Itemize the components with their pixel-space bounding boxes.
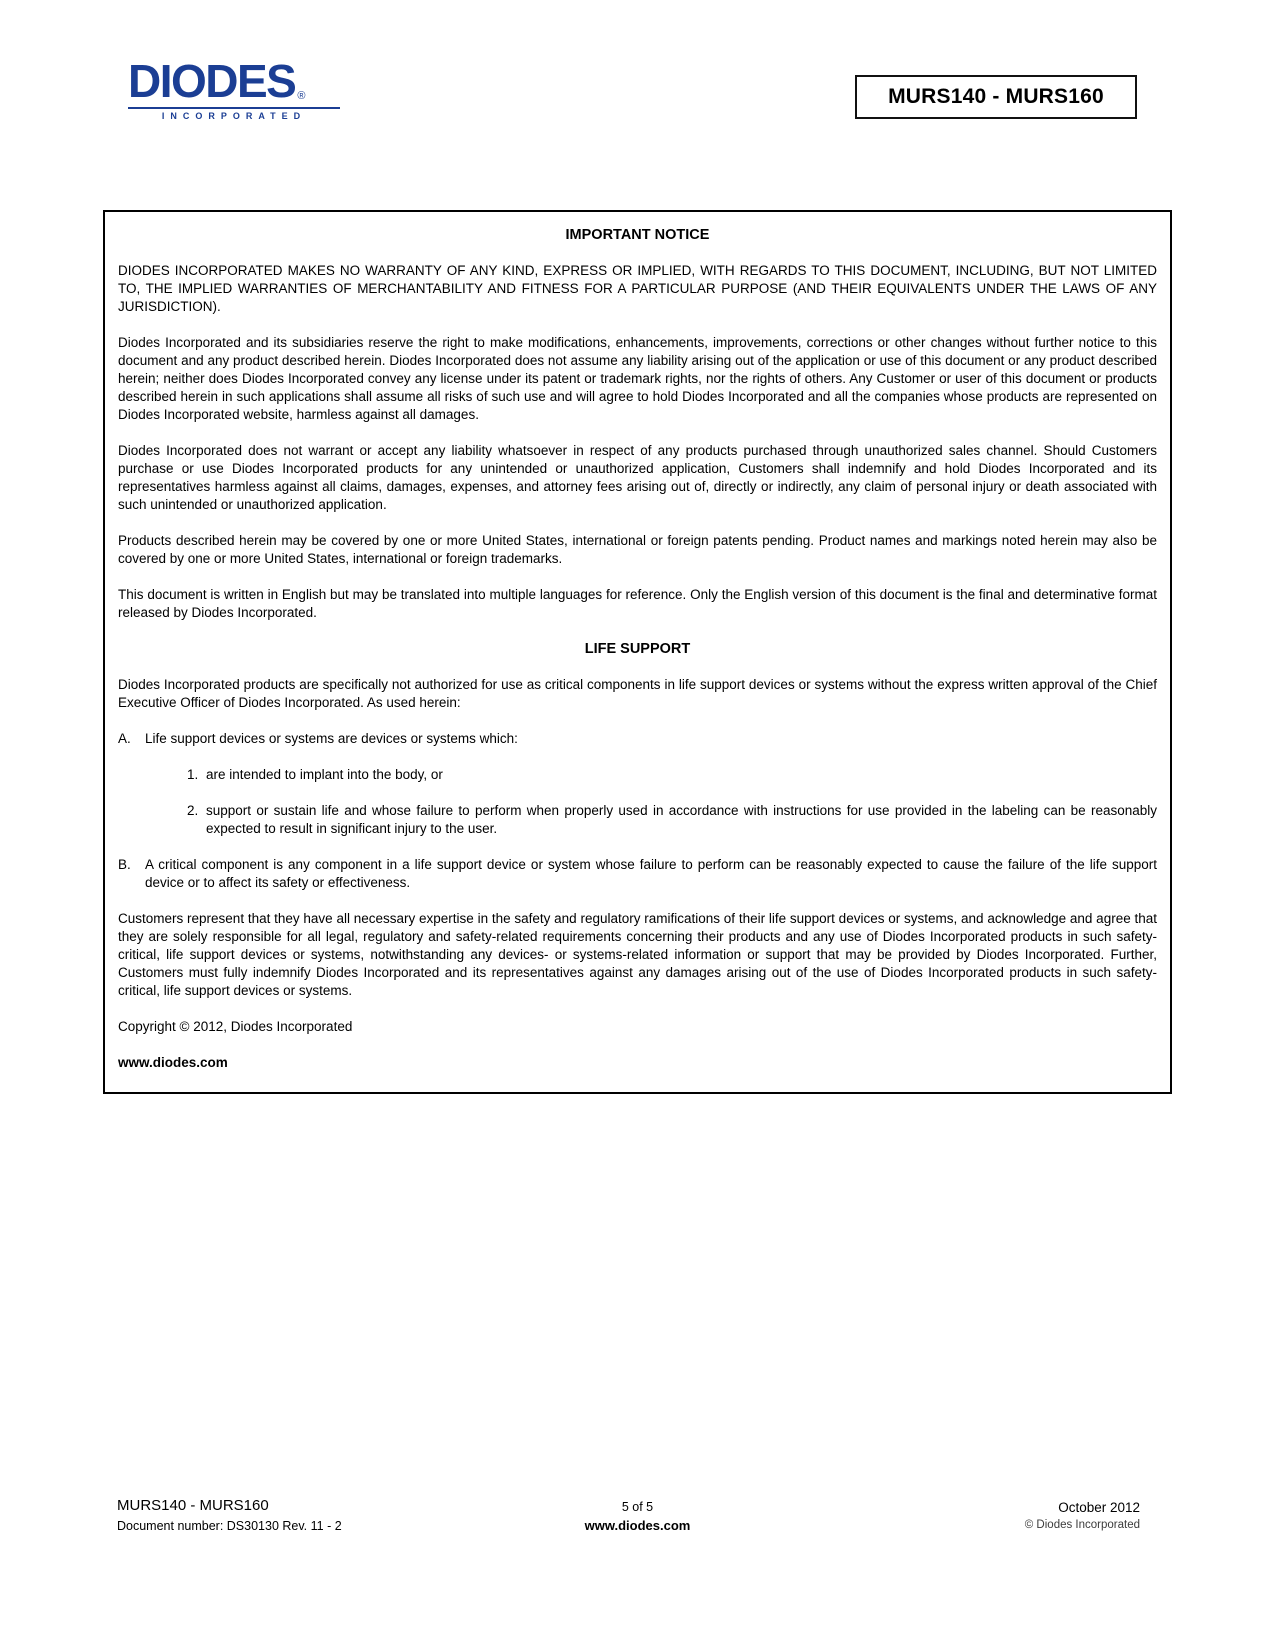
life-support-intro: Diodes Incorporated products are specifically not authorized for use as critical components in life support devices or systems without the express written approval of the Chief Executive Officer of Diodes Incorporated. As used herein: [118,677,1157,710]
item-a-marker: A. [118,731,131,746]
copyright-line: Copyright © 2012, Diodes Incorporated [118,1019,353,1034]
footer-page-indicator: 5 of 5 [621,1500,654,1514]
logo-incorporated-text: INCORPORATED [128,107,340,121]
footer-website: www.diodes.com [584,1518,691,1533]
item-a-text: Life support devices or systems are devices or systems which: [145,731,518,746]
footer-part-number: MURS140 - MURS160 [117,1497,269,1514]
notice-paragraph-patents: Products described herein may be covered by one or more United States, international or foreign patents pending. Product names and markings noted herein may also be covered by one or more United States, international or foreign trademarks. [118,533,1157,566]
life-support-item-b [118,856,1157,892]
life-support-item-a [118,730,1157,748]
part-number-text: MURS140 - MURS160 [888,85,1104,108]
logo-wordmark: DIODES [128,55,296,107]
footer-copyright: © Diodes Incorporated [1024,1519,1140,1531]
life-support-item-a1 [187,766,1157,784]
item-a1-text: are intended to implant into the body, or [206,767,443,782]
important-notice-title: IMPORTANT NOTICE [565,227,710,243]
item-a1-marker: 1. [187,767,199,782]
footer-date: October 2012 [1058,1500,1140,1515]
logo-brand-text [128,55,358,107]
life-support-item-a2 [187,802,1157,838]
life-support-closing: Customers represent that they have all necessary expertise in the safety and regulatory ramifications of their life support devices or systems, and acknowledge and agree that they are solely responsible for all legal, regulatory and safety-related requirements concerning their products and any use of Diodes Incorporated products in such safety-critical, life support devices or systems, notwithstanding any devices- or systems-related information or support that may be provided by Diodes Incorporated. Further, Customers must fully indemnify Diodes Incorporated and its representatives against any damages arising out of the use of Diodes Incorporated products in such safety-critical, life support devices or systems. [118,911,1157,998]
diodes-logo [128,55,358,121]
notice-paragraph-unauthorized: Diodes Incorporated does not warrant or accept any liability whatsoever in respect of any products purchased through unauthorized sales channel. Should Customers purchase or use Diodes Incorporated products for any unintended or unauthorized application, Customers shall indemnify and hold Diodes Incorporated and its representatives harmless against all claims, damages, expenses, and attorney fees arising out of, directly or indirectly, any claim of personal injury or death associated with such unintended or unauthorized application. [118,443,1157,512]
item-b-marker: B. [118,857,131,872]
important-notice-box [103,210,1172,1094]
footer-document-number: Document number: DS30130 Rev. 11 - 2 [117,1519,342,1533]
part-number-box [855,75,1137,119]
notice-paragraph-warranty: DIODES INCORPORATED MAKES NO WARRANTY OF ANY KIND, EXPRESS OR IMPLIED, WITH REGARDS TO THIS DOCUMENT, INCLUDING, BUT NOT LIMITED TO, THE IMPLIED WARRANTIES OF MERCHANTABILITY AND FITNESS FOR A PARTICULAR PURPOSE (AND THEIR EQUIVALENTS UNDER THE LAWS OF ANY JURISDICTION). [118,263,1157,314]
notice-paragraph-language: This document is written in English but may be translated into multiple languages for reference. Only the English version of this document is the final and determinative format released by Diodes Incorporated. [118,587,1157,620]
notice-paragraph-modifications: Diodes Incorporated and its subsidiaries reserve the right to make modifications, enhancements, improvements, corrections or other changes without further notice to this document and any product described herein. Diodes Incorporated does not assume any liability arising out of the application or use of this document or any product described herein; neither does Diodes Incorporated convey any license under its patent or trademark rights, nor the rights of others. Any Customer or user of this document or products described herein in such applications shall assume all risks of such use and will agree to hold Diodes Incorporated and all the companies whose products are represented on Diodes Incorporated website, harmless against all damages. [118,335,1157,422]
notice-website: www.diodes.com [118,1055,228,1070]
item-b-text: A critical component is any component in a life support device or system whose failure to perform can be reasonably expected to cause the failure of the life support device or to affect its safety or effectiveness. [145,857,1157,890]
item-a2-text: support or sustain life and whose failure to perform when properly used in accordance with instructions for use provided in the labeling can be reasonably expected to result in significant injury to the user. [206,803,1157,836]
footer-right-block [1025,1500,1140,1531]
life-support-heading: LIFE SUPPORT [584,641,691,657]
item-a2-marker: 2. [187,803,199,818]
registered-trademark-icon: ® [297,90,306,102]
